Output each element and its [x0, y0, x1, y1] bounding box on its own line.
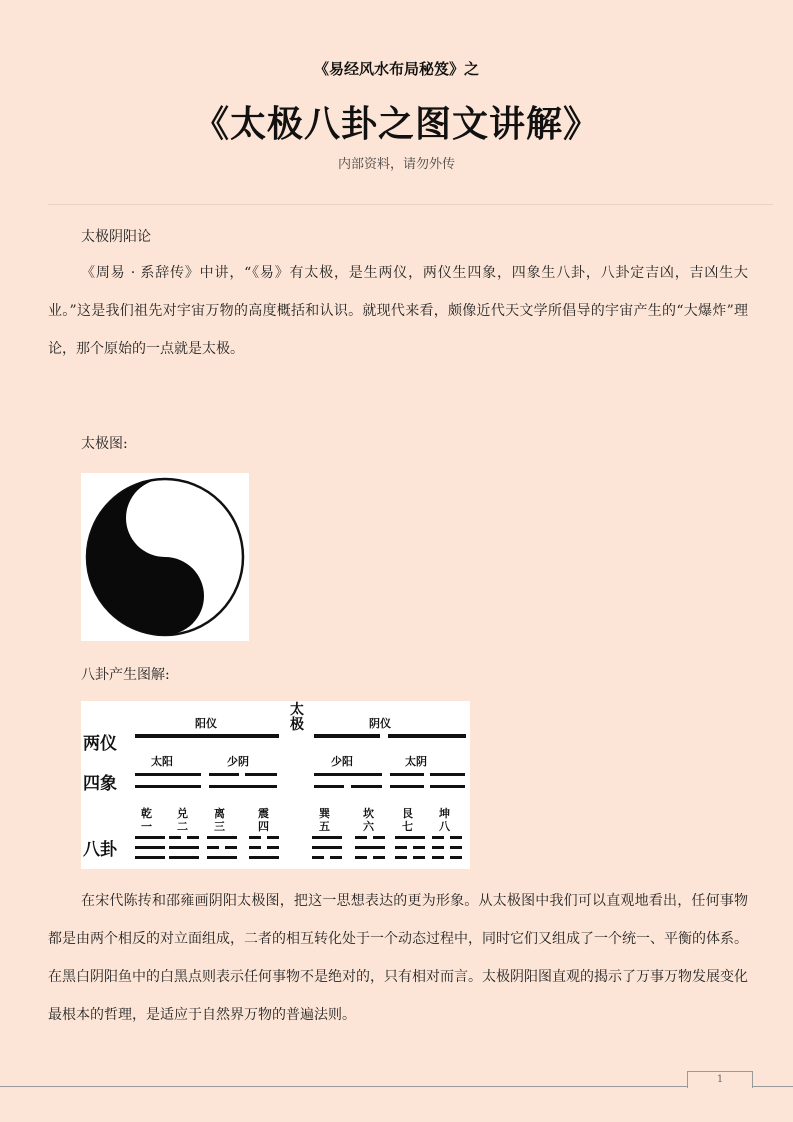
- yin-yao-segment: [432, 846, 444, 849]
- section-heading-taiji-theory: 太极阴阳论: [81, 229, 151, 245]
- yin-yao-segment: [249, 836, 261, 839]
- series-title: 《易经风水布局秘笈》之: [313, 60, 479, 78]
- yin-yao-segment: [395, 856, 407, 859]
- row-label-bagua: 八卦: [83, 840, 117, 860]
- yin-yao-segment: [169, 836, 181, 839]
- trigram-dui-num: 二: [177, 820, 188, 833]
- yang-yao: [207, 856, 237, 859]
- yang-yao: [169, 856, 199, 859]
- yang-yao: [249, 856, 279, 859]
- yin-yao-segment: [450, 836, 462, 839]
- trigram-qian-num: 一: [141, 820, 152, 833]
- yang-yao: [207, 836, 237, 839]
- yin-yao-segment: [450, 856, 462, 859]
- trigram-xun-num: 五: [319, 820, 330, 833]
- yin-yao-segment: [249, 846, 261, 849]
- yang-yao: [355, 846, 385, 849]
- bagua-diagram: [81, 701, 470, 869]
- white-dot: [160, 513, 170, 523]
- yin-yao-segment: [450, 846, 462, 849]
- yang-yao: [169, 846, 199, 849]
- header-divider: [48, 204, 773, 205]
- row-label-sixiang: 四象: [83, 774, 117, 794]
- trigram-2-lines: [169, 836, 199, 859]
- yin-yao-segment: [395, 846, 407, 849]
- page-title: 《太极八卦之图文讲解》: [192, 104, 600, 145]
- trigram-7-lines: [395, 836, 425, 859]
- trigram-li-num: 三: [214, 820, 225, 833]
- trigram-kun-name: 坤: [439, 807, 450, 820]
- trigram-kun-num: 八: [439, 820, 450, 833]
- intro-paragraph: 《周易 · 系辞传》中讲，“《易》有太极，是生两仪，两仪生四象，四象生八卦，八卦定吉凶，吉凶生大业。”这是我们祖先对宇宙万物的高度概括和认识。就现代来看，颇像近代天文学所倡导的宇宙产生的“大爆炸”理论，那个原始的一点就是太极。: [48, 265, 748, 357]
- yin-yao-segment: [267, 846, 279, 849]
- trigram-6-lines: [355, 836, 385, 859]
- trigram-qian-name: 乾: [141, 807, 152, 820]
- sixiang-taiyin-label: 太阴: [405, 755, 427, 768]
- trigram-8-lines: [432, 836, 462, 859]
- trigram-4-lines: [249, 836, 279, 859]
- yin-yao-segment: [432, 836, 444, 839]
- yang-yao: [312, 836, 342, 839]
- yang-yao: [135, 856, 165, 859]
- trigram-5-lines: [312, 836, 342, 859]
- yin-yao-segment: [373, 836, 385, 839]
- trigram-symbols: [81, 701, 470, 869]
- trigram-dui-name: 兑: [177, 807, 188, 820]
- taiji-image: [81, 473, 249, 641]
- sixiang-shaoyin-label: 少阴: [227, 755, 249, 768]
- explanation-paragraph: 在宋代陈抟和邵雍画阴阳太极图，把这一思想表达的更为形象。从太极图中我们可以直观地看出，任何事物都是由两个相反的对立面组成，二者的相互转化处于一个动态过程中，同时它们又组成了一个统一、平衡的体系。在黑白阴阳鱼中的白黑点则表示任何事物不是绝对的，只有相对而言。太极阴阳图直观的揭示了万事万物发展变化最根本的哲理，是适应于自然界万物的普遍法则。: [48, 893, 748, 1023]
- yang-yao: [312, 846, 342, 849]
- trigram-kan-name: 坎: [363, 807, 374, 820]
- yin-yao-segment: [187, 836, 199, 839]
- subtitle: 内部资料，请勿外传: [337, 157, 455, 172]
- trigram-li-name: 离: [214, 807, 225, 820]
- taiji-vertical-label: 太极: [290, 702, 304, 733]
- yin-yao-segment: [267, 836, 279, 839]
- trigram-zhen-name: 震: [258, 807, 269, 820]
- footer-divider: [0, 1086, 793, 1087]
- trigram-kan-num: 六: [363, 820, 374, 833]
- taiji-figure-label: 太极图:: [81, 436, 128, 452]
- trigram-gen-name: 艮: [402, 807, 413, 820]
- yin-yao-segment: [413, 846, 425, 849]
- yin-yao-segment: [355, 856, 367, 859]
- yin-yao-segment: [355, 836, 367, 839]
- trigram-3-lines: [207, 836, 237, 859]
- yin-yao-segment: [330, 856, 342, 859]
- trigram-zhen-num: 四: [258, 820, 269, 833]
- liangyi-yang-label: 阳仪: [195, 717, 217, 730]
- trigram-gen-num: 七: [402, 820, 413, 833]
- liangyi-yin-label: 阴仪: [369, 717, 391, 730]
- yin-yang-icon: [81, 473, 249, 641]
- yin-yao-segment: [312, 856, 324, 859]
- yin-yao-segment: [413, 856, 425, 859]
- yin-yao-segment: [207, 846, 219, 849]
- sixiang-shaoyang-label: 少阳: [331, 755, 353, 768]
- sixiang-taiyang-label: 太阳: [151, 755, 173, 768]
- trigram-xun-name: 巽: [319, 807, 330, 820]
- yang-yao: [135, 836, 165, 839]
- page-number: 1: [687, 1071, 753, 1088]
- yin-yao-segment: [225, 846, 237, 849]
- black-dot: [160, 591, 170, 601]
- row-label-liangyi: 两仪: [83, 734, 117, 754]
- yang-yao: [395, 836, 425, 839]
- yin-yao-segment: [373, 856, 385, 859]
- trigram-1-lines: [135, 836, 165, 859]
- yin-yao-segment: [432, 856, 444, 859]
- bagua-figure-label: 八卦产生图解:: [81, 667, 170, 683]
- yang-yao: [135, 846, 165, 849]
